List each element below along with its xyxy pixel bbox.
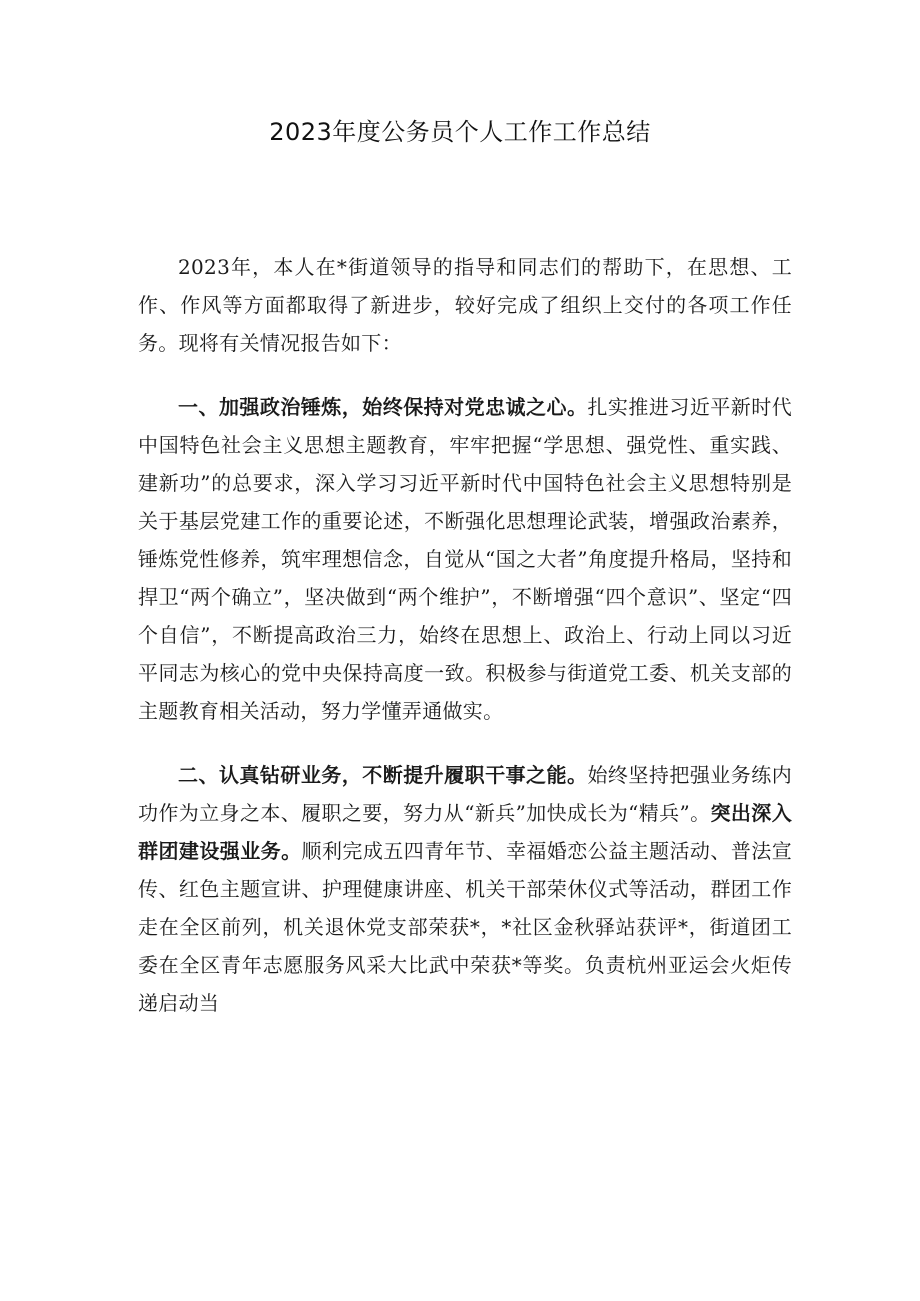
paragraph-text: 始终坚持把强业务练内功作为立身之本、履职之要，努力从“新兵”加快成长为“精兵”。	[138, 763, 793, 825]
paragraph-text: 2023年，本人在*街道领导的指导和同志们的帮助下，在思想、工作、作风等方面都取得了新进步，较好完成了组织上交付的各项工作任务。现将有关情况报告如下：	[138, 255, 792, 355]
paragraph-text: 扎实推进习近平新时代中国特色社会主义思想主题教育，牢牢把握“学思想、强党性、重实践、建新功”的总要求，深入学习习近平新时代中国特色社会主义思想特别是关于基层党建工作的重要论述，不断强化思想理论武装，增强政治素养，锤炼党性修养，筑牢理想信念，自觉从“国之大者”角度提升格局，坚持和捍卫“两个确立”，坚决做到“两个维护”，不断增强“四个意识”、坚定“四个自信”，不断提高政治三力，始终在思想上、政治上、行动上同以习近平同志为核心的党中央保持高度一致。积极参与街道党工委、机关支部的主题教育相关活动，努力学懂弄通做实。	[138, 395, 793, 723]
section-heading: 二、认真钻研业务，不断提升履职干事之能。	[178, 763, 588, 787]
paragraph-section-2	[138, 756, 792, 1022]
paragraph-text: 顺利完成五四青年节、幸福婚恋公益主题活动、普法宣传、红色主题宣讲、护理健康讲座、机关干部荣休仪式等活动，群团工作走在全区前列，机关退休党支部荣获*，*社区金秋驿站获评*，街道团工委在全区青年志愿服务风采大比武中荣获*等奖。负责杭州亚运会火炬传递启动当	[138, 839, 793, 1015]
section-heading: 一、加强政治锤炼，始终保持对党忠诚之心。	[178, 395, 588, 419]
document-title: 2023年度公务员个人工作工作总结	[269, 118, 651, 146]
document-body	[138, 248, 792, 1044]
paragraph-section-1	[138, 388, 792, 730]
subsection-heading: 突出深入群团建设强业务。	[138, 801, 792, 863]
paragraph-intro	[138, 248, 792, 362]
